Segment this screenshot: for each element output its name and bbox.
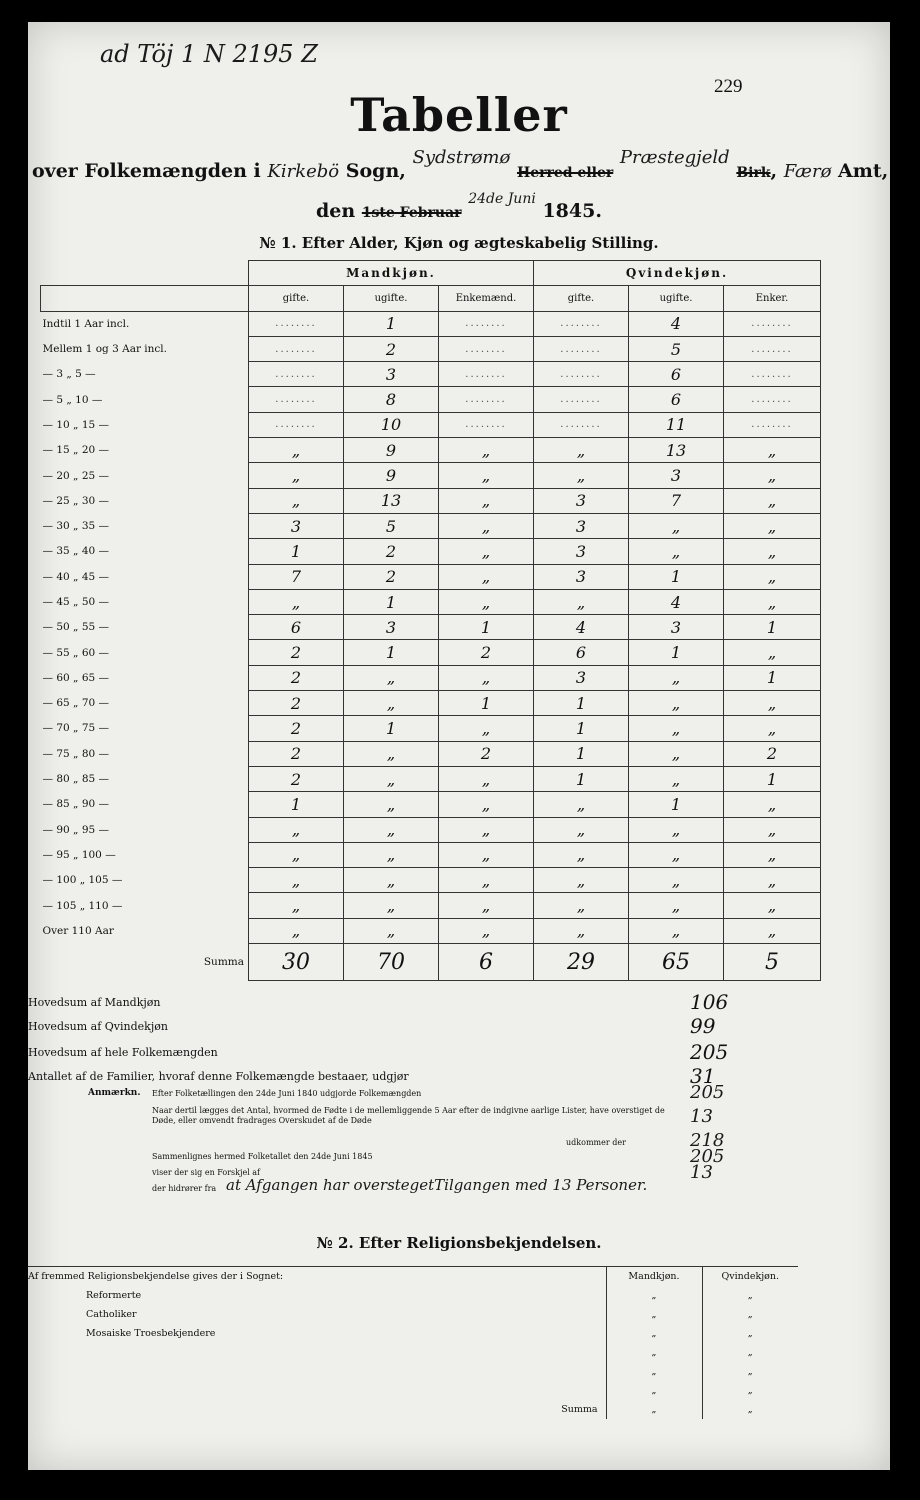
date-line: [316, 191, 602, 222]
udkommer-label: udkommer der: [566, 1138, 626, 1147]
count-cell: 1: [439, 615, 534, 640]
herred-struck: Herred eller: [516, 165, 614, 181]
district-name: Sydstrømø: [412, 147, 511, 168]
male-group-header: Mandkjøn.: [249, 261, 534, 286]
table-row: [41, 539, 821, 564]
count-cell: 1: [344, 311, 439, 336]
count-cell: 1: [249, 792, 344, 817]
count-cell: 1: [534, 716, 629, 741]
count-cell: „: [629, 716, 724, 741]
religion-label: Mosaiske Troesbekjendere: [86, 1328, 216, 1339]
count-cell: „: [724, 640, 821, 665]
count-cell: ........: [724, 387, 821, 412]
census-year: 1845.: [542, 200, 602, 222]
amt-label: Amt,: [838, 160, 889, 182]
page-title: Tabeller: [350, 88, 568, 142]
religion-intro: Af fremmed Religionsbekjendelse gives der i Sognet:: [28, 1271, 284, 1282]
age-label: — 20 „ 25 —: [41, 463, 249, 488]
age-label: — 3 „ 5 —: [41, 362, 249, 387]
age-sex-table: [40, 260, 821, 981]
religion-summa-label: Summa: [561, 1404, 598, 1415]
count-cell: ........: [249, 412, 344, 437]
table-row: [41, 311, 821, 336]
age-label: Mellem 1 og 3 Aar incl.: [41, 336, 249, 361]
count-cell: 3: [534, 539, 629, 564]
count-cell: 2: [344, 336, 439, 361]
table-row: [41, 766, 821, 791]
sogn-label: Sogn,: [345, 160, 406, 182]
age-label: Indtil 1 Aar incl.: [41, 311, 249, 336]
count-cell: 1: [534, 691, 629, 716]
age-label: — 75 „ 80 —: [41, 741, 249, 766]
count-cell: „: [724, 513, 821, 538]
count-cell: ........: [534, 387, 629, 412]
count-cell: 3: [249, 513, 344, 538]
religion-count: „: [702, 1324, 798, 1343]
count-cell: 5: [344, 513, 439, 538]
age-label: — 80 „ 85 —: [41, 766, 249, 791]
age-label: — 70 „ 75 —: [41, 716, 249, 741]
col-header: gifte.: [534, 286, 629, 311]
total-value: 99: [690, 1014, 716, 1038]
age-label: — 105 „ 110 —: [41, 893, 249, 918]
count-cell: 2: [249, 716, 344, 741]
religion-count: „: [606, 1381, 702, 1400]
religion-summa-female: „: [702, 1400, 798, 1419]
count-cell: 3: [534, 488, 629, 513]
table-row: [41, 615, 821, 640]
count-cell: „: [344, 842, 439, 867]
count-cell: „: [249, 463, 344, 488]
count-cell: 13: [629, 438, 724, 463]
count-cell: „: [629, 766, 724, 791]
comparison-text: Sammenlignes hermed Folketallet den 24de Juni 1845: [152, 1152, 373, 1161]
table-row: [41, 918, 821, 943]
count-cell: „: [534, 463, 629, 488]
count-cell: „: [629, 539, 724, 564]
age-label: — 10 „ 15 —: [41, 412, 249, 437]
age-label: — 45 „ 50 —: [41, 589, 249, 614]
religion-count: „: [606, 1362, 702, 1381]
count-cell: 9: [344, 438, 439, 463]
count-cell: 6: [629, 362, 724, 387]
count-cell: „: [534, 438, 629, 463]
table-row: [41, 336, 821, 361]
col-header: ugifte.: [629, 286, 724, 311]
summa-label: Summa: [41, 944, 249, 981]
count-cell: „: [344, 893, 439, 918]
count-cell: „: [724, 792, 821, 817]
count-cell: „: [534, 842, 629, 867]
count-cell: „: [344, 792, 439, 817]
table-row: [41, 589, 821, 614]
count-cell: 1: [249, 539, 344, 564]
table-row: [41, 564, 821, 589]
religion-count: „: [606, 1286, 702, 1305]
total-label: Hovedsum af Qvindekjøn: [28, 1020, 168, 1033]
age-label: — 50 „ 55 —: [41, 615, 249, 640]
udkommer-value: 218: [690, 1130, 725, 1151]
count-cell: 1: [724, 766, 821, 791]
count-cell: 4: [534, 615, 629, 640]
age-label: — 90 „ 95 —: [41, 817, 249, 842]
count-cell: 2: [344, 539, 439, 564]
count-cell: „: [249, 589, 344, 614]
religion-label: [28, 1362, 606, 1381]
summa-cell: 5: [724, 944, 821, 981]
age-label: — 40 „ 45 —: [41, 564, 249, 589]
count-cell: „: [439, 513, 534, 538]
count-cell: „: [629, 691, 724, 716]
count-cell: 6: [629, 387, 724, 412]
religion-row: [28, 1324, 798, 1343]
count-cell: „: [724, 463, 821, 488]
count-cell: „: [724, 817, 821, 842]
count-cell: „: [344, 741, 439, 766]
total-male-row: [28, 990, 788, 1022]
count-cell: ........: [249, 336, 344, 361]
forskjel-text: viser der sig en Forskjel af: [152, 1168, 261, 1177]
count-cell: „: [439, 488, 534, 513]
count-cell: „: [724, 589, 821, 614]
remark-value: 205: [690, 1082, 725, 1103]
location-line: over Folkemængden i Kirkebö Sogn, Sydstrømø Herred eller Præstegjeld Birk, Færø Amt,: [32, 147, 889, 182]
col-header: gifte.: [249, 286, 344, 311]
table-row: [41, 665, 821, 690]
count-cell: „: [439, 665, 534, 690]
page-number: 229: [714, 76, 743, 97]
header-blank: [41, 261, 249, 286]
count-cell: „: [439, 868, 534, 893]
count-cell: „: [629, 665, 724, 690]
count-cell: ........: [439, 336, 534, 361]
count-cell: „: [439, 463, 534, 488]
count-cell: „: [724, 918, 821, 943]
count-cell: „: [534, 792, 629, 817]
religion-row: [28, 1305, 798, 1324]
total-value: 205: [690, 1040, 729, 1064]
count-cell: „: [534, 893, 629, 918]
age-label: — 5 „ 10 —: [41, 387, 249, 412]
religion-row: [28, 1286, 798, 1305]
count-cell: „: [534, 589, 629, 614]
table-row: [41, 842, 821, 867]
religion-col-male: Mandkjøn.: [606, 1267, 702, 1287]
count-cell: 1: [629, 792, 724, 817]
table-row: [41, 488, 821, 513]
forskjel-value: 13: [690, 1162, 713, 1183]
difference-note: Naar dertil lægges det Antal, hvormed de Fødte i de mellemliggende 5 Aar efter de indgivne aarlige Lister, have overstiget de Døde, eller omvendt fradrages Overskudet af de Døde: [152, 1106, 665, 1125]
summa-cell: 30: [249, 944, 344, 981]
religion-count: „: [702, 1343, 798, 1362]
section1-heading: № 1. Efter Alder, Kjøn og ægteskabelig Stilling.: [259, 234, 659, 252]
religion-count: „: [606, 1343, 702, 1362]
count-cell: 3: [344, 362, 439, 387]
count-cell: „: [249, 918, 344, 943]
count-cell: „: [534, 817, 629, 842]
date-handwritten: 24de Juni: [468, 191, 536, 207]
count-cell: „: [439, 842, 534, 867]
difference-value: 13: [690, 1106, 713, 1127]
religion-row: [28, 1343, 798, 1362]
count-cell: „: [439, 716, 534, 741]
count-cell: „: [724, 539, 821, 564]
count-cell: „: [629, 741, 724, 766]
religion-count: „: [702, 1381, 798, 1400]
count-cell: 3: [344, 615, 439, 640]
count-cell: 1: [439, 691, 534, 716]
table-row: [41, 463, 821, 488]
count-cell: 1: [724, 615, 821, 640]
total-value: 31: [690, 1064, 716, 1088]
table-row: [41, 817, 821, 842]
count-cell: 2: [439, 741, 534, 766]
date-prefix: den: [316, 200, 356, 222]
total-label: Antallet af de Familier, hvoraf denne Folkemængde bestaaer, udgjør: [28, 1070, 409, 1083]
count-cell: 5: [629, 336, 724, 361]
count-cell: 2: [344, 564, 439, 589]
total-female-row: [28, 1014, 788, 1046]
birk-struck: Birk: [736, 165, 771, 181]
total-value: 106: [690, 990, 729, 1014]
count-cell: 3: [534, 564, 629, 589]
count-cell: 6: [534, 640, 629, 665]
count-cell: 3: [534, 513, 629, 538]
table-row: [41, 716, 821, 741]
col-header: ugifte.: [344, 286, 439, 311]
count-cell: ........: [249, 362, 344, 387]
count-cell: 7: [629, 488, 724, 513]
count-cell: 13: [344, 488, 439, 513]
count-cell: ........: [439, 412, 534, 437]
count-cell: ........: [724, 311, 821, 336]
count-cell: „: [439, 918, 534, 943]
table-row: [41, 640, 821, 665]
age-label: — 95 „ 100 —: [41, 842, 249, 867]
header-blank: [41, 286, 249, 311]
religion-count: „: [702, 1362, 798, 1381]
count-cell: 2: [249, 665, 344, 690]
count-cell: 9: [344, 463, 439, 488]
table-row: [41, 412, 821, 437]
census-sheet: [28, 22, 890, 1470]
count-cell: 2: [249, 741, 344, 766]
count-cell: 6: [249, 615, 344, 640]
age-label: — 55 „ 60 —: [41, 640, 249, 665]
parish-name: Kirkebö: [267, 161, 340, 182]
count-cell: 2: [249, 766, 344, 791]
age-label: — 25 „ 30 —: [41, 488, 249, 513]
count-cell: 8: [344, 387, 439, 412]
religion-row: [28, 1381, 798, 1400]
count-cell: 4: [629, 589, 724, 614]
count-cell: „: [249, 842, 344, 867]
age-label: — 65 „ 70 —: [41, 691, 249, 716]
count-cell: ........: [439, 362, 534, 387]
total-population-row: [28, 1040, 788, 1072]
count-cell: „: [344, 817, 439, 842]
summa-cell: 6: [439, 944, 534, 981]
count-cell: „: [629, 513, 724, 538]
count-cell: 1: [344, 589, 439, 614]
age-label: Over 110 Aar: [41, 918, 249, 943]
table-row: [41, 513, 821, 538]
count-cell: „: [344, 868, 439, 893]
count-cell: „: [534, 918, 629, 943]
total-label: Hovedsum af hele Folkemængden: [28, 1046, 218, 1059]
count-cell: „: [629, 868, 724, 893]
count-cell: „: [249, 817, 344, 842]
count-cell: ........: [249, 387, 344, 412]
count-cell: 2: [439, 640, 534, 665]
count-cell: „: [724, 564, 821, 589]
religion-count: „: [702, 1305, 798, 1324]
count-cell: „: [439, 766, 534, 791]
count-cell: 7: [249, 564, 344, 589]
religion-label: [28, 1381, 606, 1400]
count-cell: „: [724, 893, 821, 918]
count-cell: 3: [629, 615, 724, 640]
remark-text: Efter Folketællingen den 24de Juni 1840 udgjorde Folkemængden: [152, 1089, 422, 1098]
count-cell: „: [439, 893, 534, 918]
count-cell: 4: [629, 311, 724, 336]
count-cell: „: [249, 438, 344, 463]
count-cell: 1: [629, 640, 724, 665]
count-cell: „: [629, 918, 724, 943]
count-cell: „: [439, 817, 534, 842]
age-label: — 85 „ 90 —: [41, 792, 249, 817]
summa-cell: 70: [344, 944, 439, 981]
religion-count: „: [606, 1305, 702, 1324]
religion-count: „: [702, 1286, 798, 1305]
count-cell: „: [629, 893, 724, 918]
count-cell: ........: [439, 311, 534, 336]
count-cell: 3: [534, 665, 629, 690]
religion-count: „: [606, 1324, 702, 1343]
count-cell: „: [439, 438, 534, 463]
count-cell: ........: [249, 311, 344, 336]
date-struck: 1ste Februar: [361, 205, 462, 221]
col-header: Enkemænd.: [439, 286, 534, 311]
count-cell: „: [249, 893, 344, 918]
count-cell: „: [344, 766, 439, 791]
religion-row: [28, 1362, 798, 1381]
count-cell: „: [724, 842, 821, 867]
age-label: — 15 „ 20 —: [41, 438, 249, 463]
count-cell: „: [534, 868, 629, 893]
count-cell: 1: [629, 564, 724, 589]
count-cell: 2: [249, 691, 344, 716]
total-label: Hovedsum af Mandkjøn: [28, 996, 161, 1009]
praestegield-name: Præstegjeld: [619, 147, 730, 168]
origin-handwritten: at Afgangen har overstegetTilgangen med 13 Personer.: [226, 1176, 648, 1194]
count-cell: ........: [534, 412, 629, 437]
archive-reference: ad Töj 1 N 2195 Z: [100, 40, 318, 68]
age-label: — 30 „ 35 —: [41, 513, 249, 538]
count-cell: 1: [534, 741, 629, 766]
count-cell: ........: [724, 412, 821, 437]
section2-heading: № 2. Efter Religionsbekjendelsen.: [316, 1234, 602, 1252]
count-cell: „: [439, 589, 534, 614]
religion-col-female: Qvindekjøn.: [702, 1267, 798, 1287]
count-cell: 1: [534, 766, 629, 791]
col-header: Enker.: [724, 286, 821, 311]
female-group-header: Qvindekjøn.: [534, 261, 821, 286]
count-cell: 2: [724, 741, 821, 766]
count-cell: „: [724, 716, 821, 741]
table-row: [41, 387, 821, 412]
count-cell: 11: [629, 412, 724, 437]
religion-summa-male: „: [606, 1400, 702, 1419]
summa-cell: 65: [629, 944, 724, 981]
count-cell: 2: [249, 640, 344, 665]
origin-prefix: der hidrører fra: [152, 1184, 217, 1193]
count-cell: „: [724, 868, 821, 893]
count-cell: ........: [534, 311, 629, 336]
count-cell: „: [629, 842, 724, 867]
count-cell: 1: [344, 640, 439, 665]
count-cell: ........: [724, 362, 821, 387]
count-cell: 1: [344, 716, 439, 741]
count-cell: „: [439, 564, 534, 589]
remark-label: Anmærkn.: [88, 1088, 141, 1098]
age-label: — 100 „ 105 —: [41, 868, 249, 893]
count-cell: „: [249, 868, 344, 893]
religion-label: Reformerte: [86, 1290, 142, 1301]
count-cell: 3: [629, 463, 724, 488]
religion-label: Catholiker: [86, 1309, 137, 1320]
count-cell: ........: [534, 362, 629, 387]
table-row: [41, 893, 821, 918]
summa-cell: 29: [534, 944, 629, 981]
amt-name: Færø: [783, 161, 832, 182]
count-cell: ........: [439, 387, 534, 412]
table-row: [41, 362, 821, 387]
count-cell: „: [344, 665, 439, 690]
count-cell: „: [344, 918, 439, 943]
comparison-value: 205: [690, 1146, 725, 1167]
count-cell: „: [249, 488, 344, 513]
table-row: [41, 438, 821, 463]
religion-table: [28, 1266, 798, 1419]
table-row: [41, 792, 821, 817]
count-cell: ........: [724, 336, 821, 361]
table-row: [41, 868, 821, 893]
age-label: — 60 „ 65 —: [41, 665, 249, 690]
age-label: — 35 „ 40 —: [41, 539, 249, 564]
count-cell: 10: [344, 412, 439, 437]
count-cell: „: [439, 539, 534, 564]
count-cell: „: [724, 438, 821, 463]
count-cell: ........: [534, 336, 629, 361]
count-cell: „: [724, 691, 821, 716]
religion-label: [28, 1343, 606, 1362]
count-cell: „: [629, 817, 724, 842]
count-cell: „: [344, 691, 439, 716]
count-cell: „: [724, 488, 821, 513]
count-cell: 1: [724, 665, 821, 690]
table-row: [41, 741, 821, 766]
table-row: [41, 691, 821, 716]
location-prefix: over Folkemængden i: [32, 160, 261, 182]
count-cell: „: [439, 792, 534, 817]
